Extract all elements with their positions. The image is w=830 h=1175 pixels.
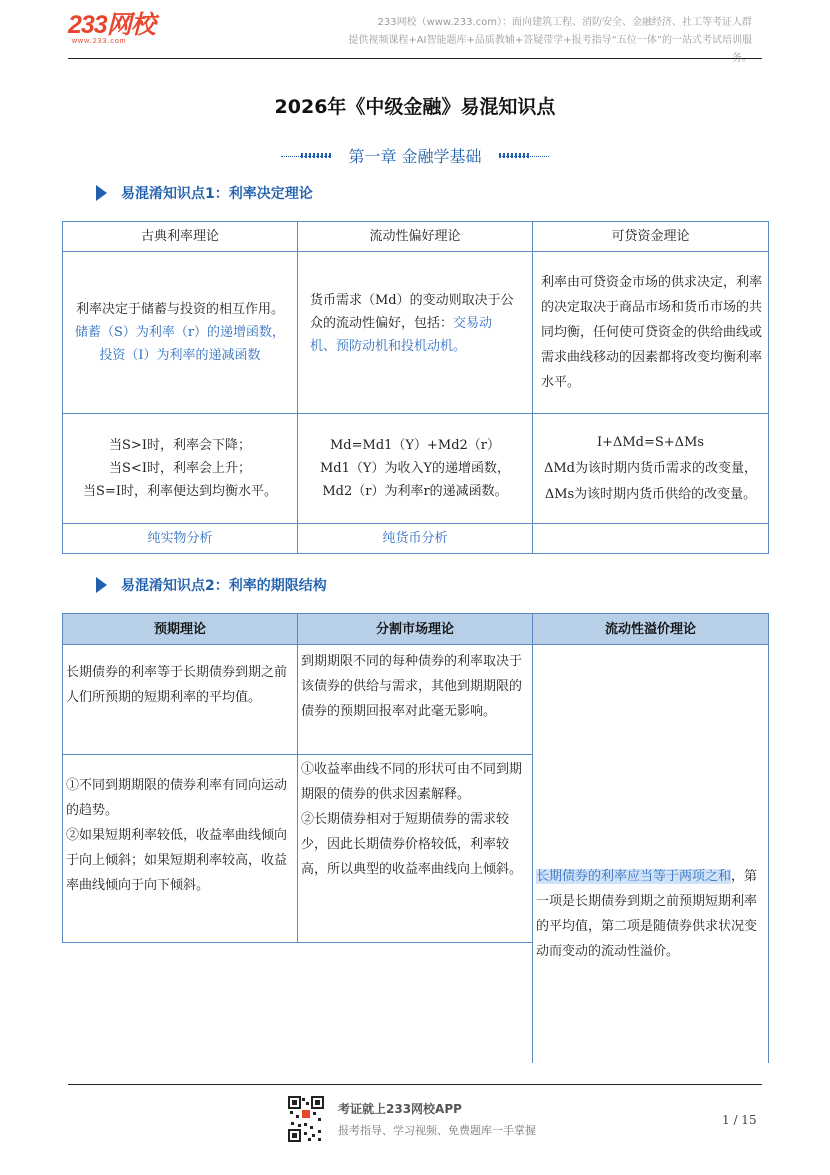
table-cell [298, 414, 533, 524]
footer-app-subtitle: 报考指导、学习视频、免费题库一手掌握 [338, 1124, 536, 1137]
table-cell: 长期债券的利率等于长期债券到期之前人们所预期的短期利率的平均值。 [63, 645, 298, 755]
table-cell [298, 755, 533, 943]
table-cell [533, 414, 769, 524]
footer-app-promo: 考证就上233网校APP [338, 1102, 462, 1116]
table-header-row [63, 614, 769, 645]
table-cell [298, 252, 533, 414]
header-intro [332, 14, 752, 68]
table-cell: 到期期限不同的每种债券的利率取决于该债券的供给与需求，其他到期期限的债券的预期回报率对此毫无影响。 [298, 645, 533, 755]
cell-paragraph: ②长期债券相对于短期债券的需求较少，因此长期债券价格较低，利率较高，所以典型的收益率曲线向上倾斜。 [301, 812, 523, 877]
header-line-1: 233网校（www.233.com）：面向建筑工程、消防安全、金融经济、社工等考证人群 [377, 17, 752, 28]
brand-logo [68, 12, 168, 44]
column-header: 可贷资金理论 [533, 222, 769, 252]
section-1-heading [96, 183, 313, 203]
cell-line: Md1（Y）为收入Y的递增函数， [319, 461, 511, 476]
cell-text-highlight: 长期债券的利率应当等于两项之和 [536, 868, 732, 884]
document-title: 2026年《中级金融》易混知识点 [274, 96, 556, 118]
table-cell: 利率由可贷资金市场的供求决定，利率的决定取决于商品市场和货币市场的共同均衡，任何使可贷资金的供给曲线或需求曲线移动的因素都将改变均衡利率水平。 [533, 252, 769, 414]
term-structure-table [62, 613, 769, 1063]
cell-text: ΔMd为该时期内货币需求的改变量，ΔMs为该时期内货币供给的改变量。 [543, 460, 758, 502]
table-row [63, 252, 769, 414]
arrow-right-icon [96, 185, 107, 201]
qr-code-icon [288, 1096, 324, 1142]
table-cell [63, 252, 298, 414]
table-cell: 纯实物分析 [63, 524, 298, 554]
table-cell: 纯货币分析 [298, 524, 533, 554]
section-2-heading [96, 575, 327, 595]
table-cell [533, 524, 769, 554]
column-header: 流动性溢价理论 [533, 614, 769, 645]
cell-text-highlight: 交易动机、预防动机和投机动机。 [310, 316, 493, 354]
chapter-title: 第一章 金融学基础 [348, 147, 482, 166]
section-1-title: 易混淆知识点1：利率决定理论 [121, 186, 313, 202]
table-cell [63, 755, 298, 943]
cell-paragraph: ①收益率曲线不同的形状可由不同到期期限的债券的供求因素解释。 [301, 762, 523, 802]
chapter-decoration-left [281, 152, 331, 160]
header-line-2: 提供视频课程+AI智能题库+品质教辅+答疑带学+报考指导“五位一体”的一站式考试培训服务。 [348, 35, 752, 64]
table-row [63, 645, 769, 755]
cell-text: 利率决定于储蓄与投资的相互作用。 [75, 302, 284, 317]
table-cell-empty [63, 943, 298, 1063]
column-header: 古典利率理论 [63, 222, 298, 252]
column-header: 预期理论 [63, 614, 298, 645]
column-header: 流动性偏好理论 [298, 222, 533, 252]
table-row [63, 524, 769, 554]
cell-text: ，第一项是长期债券到期之前预期短期利率的平均值，第二项是随债券供求状况变动而变动的流动性溢价。 [536, 868, 758, 959]
chapter-heading [0, 144, 830, 167]
cell-text-highlight: 储蓄（S）为利率（r）的递增函数，投资（I）为利率的递减函数 [74, 325, 286, 363]
cell-line: 当S>I时，利率会下降； [109, 438, 251, 453]
chapter-decoration-right [499, 152, 549, 160]
arrow-right-icon [96, 577, 107, 593]
cell-paragraph: ②如果短期利率较低，收益率曲线倾向于向上倾斜；如果短期利率较高，收益率曲线倾向于向下倾斜。 [66, 828, 288, 893]
interest-theory-table [62, 221, 769, 554]
table-cell [63, 414, 298, 524]
table-cell [533, 645, 769, 1063]
table-header-row [63, 222, 769, 252]
page-number: 1 / 15 [722, 1113, 757, 1127]
column-header: 分割市场理论 [298, 614, 533, 645]
cell-line: Md=Md1（Y）+Md2（r） [329, 438, 501, 453]
logo-url: www.233.com [72, 38, 127, 45]
logo-text: 233网校 [68, 11, 155, 39]
footer-divider [68, 1084, 762, 1085]
section-2-title: 易混淆知识点2：利率的期限结构 [121, 578, 327, 594]
cell-paragraph: ①不同到期期限的债券利率有同向运动的趋势。 [66, 778, 288, 818]
header-divider [68, 58, 762, 59]
cell-formula: I+ΔMd=S+ΔMs [596, 434, 705, 450]
cell-text: 货币需求（Md）的变动则取决于公众的流动性偏好，包括： [310, 293, 514, 331]
table-row [63, 414, 769, 524]
cell-line: Md2（r）为利率r的递减函数。 [322, 484, 508, 499]
table-cell-empty [298, 943, 533, 1063]
cell-line: 当S=I时，利率便达到均衡水平。 [83, 484, 277, 499]
cell-line: 当S<I时，利率会上升； [109, 461, 251, 476]
